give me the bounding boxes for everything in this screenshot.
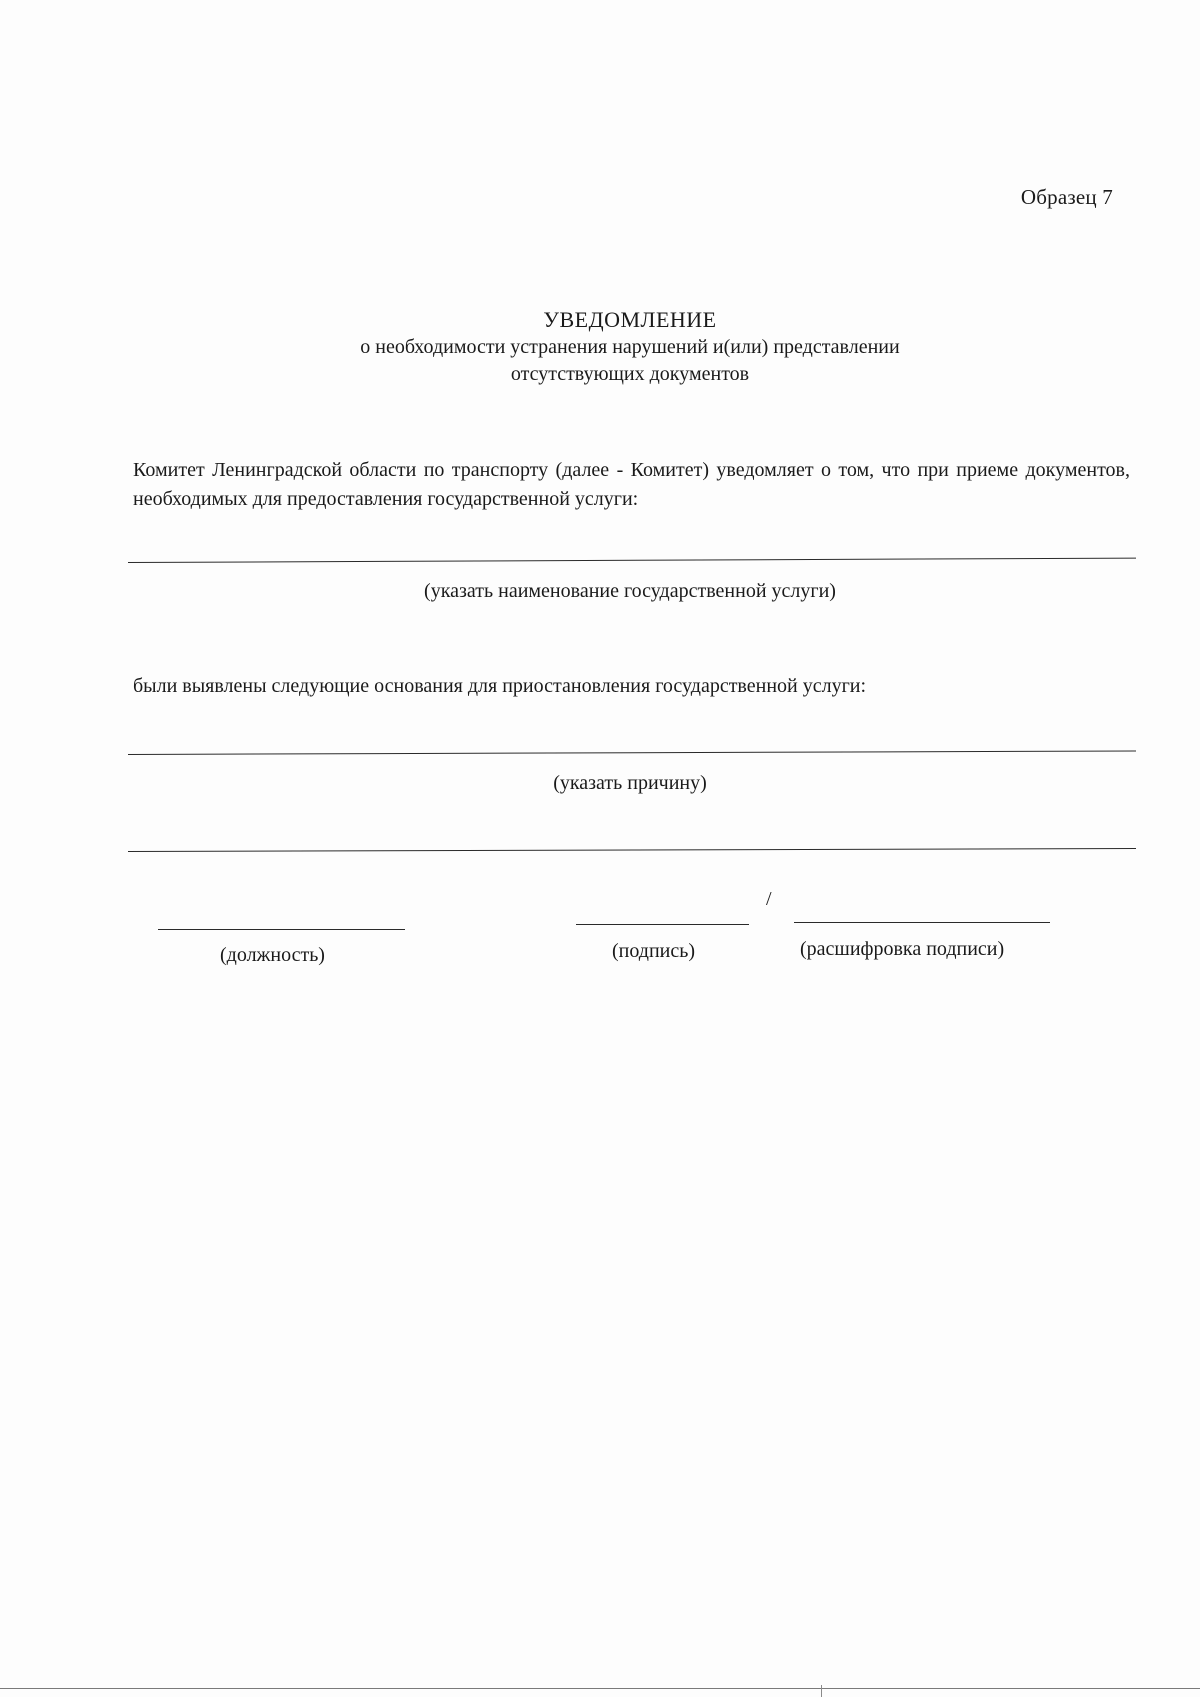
signature-separator: / (766, 888, 772, 910)
document-subtitle-line-2: отсутствующих документов (510, 363, 750, 385)
intro-paragraph: Комитет Ленинградской области по транспорту (далее - Комитет) уведомляет о том, что при приеме документов, необходимых для предоставления государственной услуги: (133, 459, 1130, 510)
scan-page-edge (0, 1688, 1200, 1689)
reason-caption: (указать причину) (553, 772, 707, 794)
extra-blank-line (128, 848, 1136, 852)
reason-blank-line (128, 750, 1136, 755)
sample-label: Образец 7 (1020, 185, 1113, 209)
signature-caption: (подпись) (612, 940, 696, 962)
document-title: УВЕДОМЛЕНИЕ (543, 307, 717, 332)
service-name-caption: (указать наименование государственной услуги) (424, 580, 836, 602)
position-caption: (должность) (220, 944, 325, 966)
scan-edge-mark (821, 1685, 822, 1697)
grounds-paragraph: были выявлены следующие основания для приостановления государственной услуги: (133, 675, 867, 697)
signature-decoding-blank-line (794, 922, 1050, 923)
position-blank-line (158, 929, 405, 930)
signature-decoding-caption: (расшифровка подписи) (800, 938, 1005, 960)
signature-blank-line (576, 924, 749, 925)
service-name-blank-line (128, 558, 1136, 563)
document-subtitle-line-1: о необходимости устранения нарушений и(или) представлении (360, 336, 900, 358)
